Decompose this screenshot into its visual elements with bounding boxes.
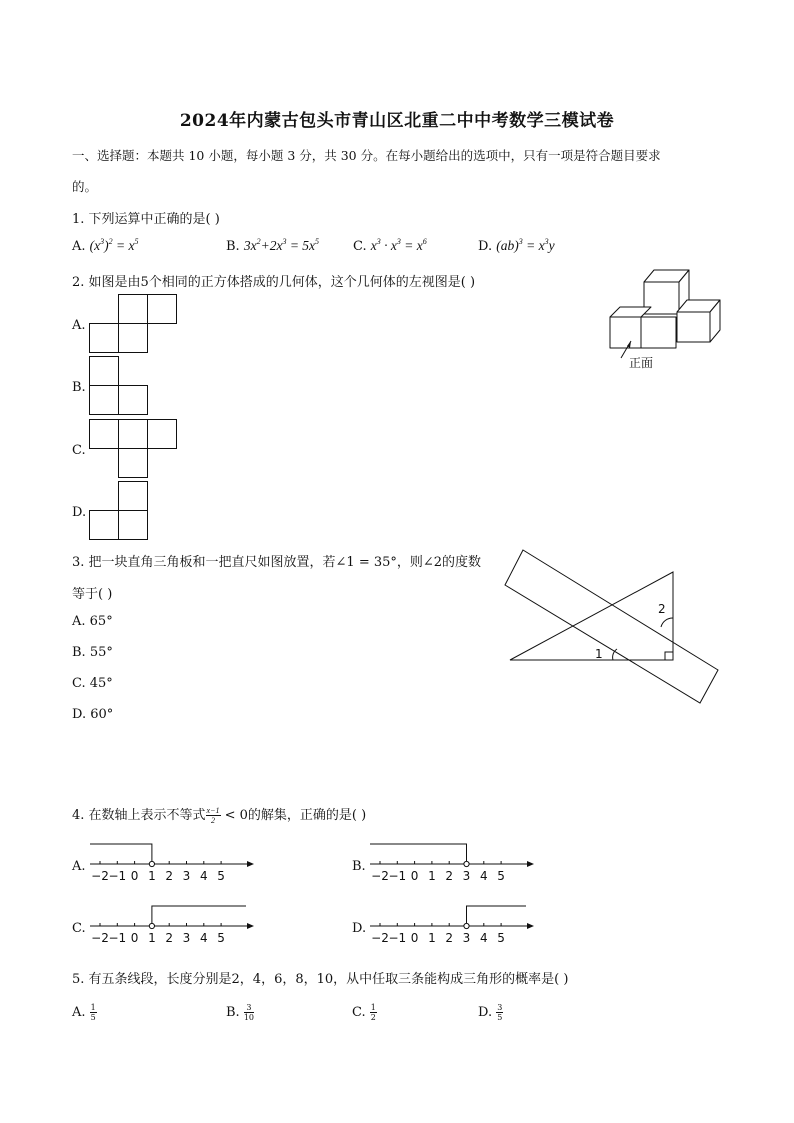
q4-option-b-numberline-arrow xyxy=(527,861,534,867)
q3-ruler-triangle-figure xyxy=(505,545,725,710)
q3-option-c: C. 45° xyxy=(72,676,113,691)
q5-option-b-den: 10 xyxy=(243,1013,255,1022)
q1-option-a: A. $(x^3)^2 = x^5$ xyxy=(72,237,139,254)
q4-option-b-numberline-tick-label: −2 xyxy=(371,869,389,883)
q2-option-d-figure xyxy=(89,481,151,541)
q5-option-a xyxy=(72,1003,97,1022)
q1-option-c-label: C. xyxy=(353,239,367,254)
q3-ruler xyxy=(505,550,718,703)
q4-option-b-numberline-tick-label: 2 xyxy=(445,869,454,883)
q4-option-a-numberline-tick-label: 4 xyxy=(199,869,208,883)
q5-option-c-num: 1 xyxy=(370,1003,376,1012)
q4-option-b-numberline-open-point xyxy=(464,861,469,866)
q3-stem-line1: 3. 把一块直角三角板和一把直尺如图放置，若∠1 = 35°，则∠2的度数 xyxy=(72,555,482,570)
q4-frac-den: 2 xyxy=(211,816,216,825)
q4-option-c-label: C. xyxy=(72,921,86,936)
q1-option-d: D. $(ab)^3 = x^3y$ xyxy=(478,237,555,254)
q4-option-c-numberline-tick-label: 2 xyxy=(165,931,174,945)
q3-option-a: A. 65° xyxy=(72,614,113,629)
q4-option-c-numberline-arrow xyxy=(247,923,254,929)
q5-option-d-num: 3 xyxy=(497,1003,503,1012)
q1-option-c: C. $x^3 \cdot x^3 = x^6$ xyxy=(353,237,427,254)
q4-option-a-numberline-tick-label: −2 xyxy=(91,869,109,883)
section-heading-line2: 的。 xyxy=(72,179,98,194)
q4-option-b-numberline-tick-label: 3 xyxy=(462,869,471,883)
q4-option-c-numberline-tick-label: 1 xyxy=(148,931,156,945)
q4-option-b-label: B. xyxy=(352,859,366,874)
q4-option-b-numberline-tick-label: −1 xyxy=(388,869,407,883)
q4-option-d-numberline-tick-label: 0 xyxy=(410,931,419,945)
q4-option-a-label: A. xyxy=(72,859,86,874)
q5-option-a-label: A. xyxy=(72,1005,86,1020)
q4-fraction xyxy=(206,806,221,825)
q4-option-c-numberline-tick-label: −2 xyxy=(91,931,109,945)
q4-option-d-numberline-tick-label: 3 xyxy=(462,931,471,945)
q4-option-b-numberline-tick-label: 4 xyxy=(479,869,488,883)
q5-option-a-num: 1 xyxy=(90,1003,96,1012)
q4-option-c-numberline-tick-label: 3 xyxy=(182,931,191,945)
q4-option-b-numberline-tick-label: 1 xyxy=(428,869,436,883)
q2-option-c-label: C. xyxy=(72,443,86,458)
q3-stem-line2: 等于( ) xyxy=(72,587,113,602)
q4-option-d-label: D. xyxy=(352,921,367,936)
q5-option-b-num: 3 xyxy=(244,1003,254,1013)
q1-stem: 1. 下列运算中正确的是( ) xyxy=(72,212,220,227)
q5-option-c-den: 2 xyxy=(370,1013,376,1022)
q3-option-b: B. 55° xyxy=(72,645,113,660)
q4-option-d-numberline-open-point xyxy=(464,923,469,928)
q4-option-d-numberline-tick-label: 1 xyxy=(428,931,436,945)
q5-option-b xyxy=(226,1003,254,1022)
q4-option-a-numberline-open-point xyxy=(149,861,154,866)
q5-option-b-label: B. xyxy=(226,1005,240,1020)
q4-option-b-numberline xyxy=(368,840,538,890)
q4-option-a-numberline xyxy=(88,840,258,890)
q4-option-c-numberline-open-point xyxy=(149,923,154,928)
q4-option-c-numberline-tick-label: 4 xyxy=(199,931,208,945)
q3-angle1-label: 1 xyxy=(595,647,603,661)
q2-stem: 2. 如图是由5个相同的正方体搭成的几何体，这个几何体的左视图是( ) xyxy=(72,275,476,290)
q5-option-c-fraction xyxy=(370,1003,377,1022)
q4-option-a-numberline-tick-label: 3 xyxy=(182,869,191,883)
q2-option-a-label: A. xyxy=(72,318,86,333)
q1-option-a-label: A. xyxy=(72,239,86,254)
q2-option-a-figure xyxy=(89,294,179,354)
q4-option-b-numberline-tick-label: 5 xyxy=(497,869,505,883)
q4-stem-pre: 4. 在数轴上表示不等式 xyxy=(72,808,206,823)
q4-option-c-numberline-tick-label: 0 xyxy=(130,931,139,945)
q4-option-a-numberline-tick-label: 1 xyxy=(148,869,156,883)
q5-option-c xyxy=(352,1003,377,1022)
q4-option-a-numberline-tick-label: 2 xyxy=(165,869,174,883)
q4-option-c-numberline-solution-ray xyxy=(152,906,246,926)
q2-option-b-label: B. xyxy=(72,380,86,395)
q4-option-c-numberline xyxy=(88,902,258,952)
q4-option-a-numberline-arrow xyxy=(247,861,254,867)
q4-option-a-numberline-tick-label: −1 xyxy=(108,869,127,883)
q5-stem: 5. 有五条线段，长度分别是2，4，6，8，10，从中任取三条能构成三角形的概率是( ) xyxy=(72,972,569,987)
page-title: 2024年内蒙古包头市青山区北重二中中考数学三模试卷 xyxy=(179,111,615,131)
q4-option-d-numberline-tick-label: −1 xyxy=(388,931,407,945)
q4-frac-num: x−1 xyxy=(206,806,220,815)
section-heading-line1: 一、选择题：本题共 10 小题，每小题 3 分，共 30 分。在每小题给出的选项中，只有一项是符合题目要求 xyxy=(72,148,661,163)
q5-option-d-label: D. xyxy=(478,1005,493,1020)
q2-option-d-label: D. xyxy=(72,505,87,520)
q4-option-d-numberline-arrow xyxy=(527,923,534,929)
q5-option-a-fraction xyxy=(90,1003,97,1022)
q4-option-d-numberline xyxy=(368,902,538,952)
q5-option-d-den: 5 xyxy=(497,1013,503,1022)
q4-option-d-numberline-tick-label: 4 xyxy=(479,931,488,945)
q5-option-d-fraction xyxy=(496,1003,503,1022)
q4-stem xyxy=(72,804,366,825)
q5-option-d xyxy=(478,1003,503,1022)
q5-option-c-label: C. xyxy=(352,1005,366,1020)
q4-option-c-numberline-tick-label: −1 xyxy=(108,931,127,945)
q2-option-b-figure xyxy=(89,356,151,416)
q4-stem-post: < 0的解集，正确的是( ) xyxy=(220,808,367,823)
q5-option-a-den: 5 xyxy=(90,1013,96,1022)
q4-option-d-numberline-tick-label: −2 xyxy=(371,931,389,945)
q4-option-d-numberline-solution-ray xyxy=(467,906,527,926)
q3-option-d: D. 60° xyxy=(72,707,114,722)
q2-front-label: 正面 xyxy=(629,356,654,370)
q1-option-b-label: B. xyxy=(226,239,240,254)
q4-option-b-numberline-solution-ray xyxy=(370,844,467,864)
q4-option-b-numberline-tick-label: 0 xyxy=(410,869,419,883)
q3-angle2-label: 2 xyxy=(658,602,666,616)
q4-option-c-numberline-tick-label: 5 xyxy=(217,931,225,945)
q1-option-b: B. $3x^2+2x^3 = 5x^5$ xyxy=(226,237,320,254)
q1-option-d-label: D. xyxy=(478,239,493,254)
q3-triangle xyxy=(510,572,673,660)
q4-option-a-numberline-tick-label: 5 xyxy=(217,869,225,883)
q4-option-a-numberline-tick-label: 0 xyxy=(130,869,139,883)
q2-cube-figure xyxy=(605,268,725,368)
q5-option-b-fraction xyxy=(244,1003,254,1022)
q4-option-d-numberline-tick-label: 2 xyxy=(445,931,454,945)
q4-option-d-numberline-tick-label: 5 xyxy=(497,931,505,945)
q2-option-c-figure xyxy=(89,419,179,479)
q4-option-a-numberline-solution-ray xyxy=(90,844,152,864)
